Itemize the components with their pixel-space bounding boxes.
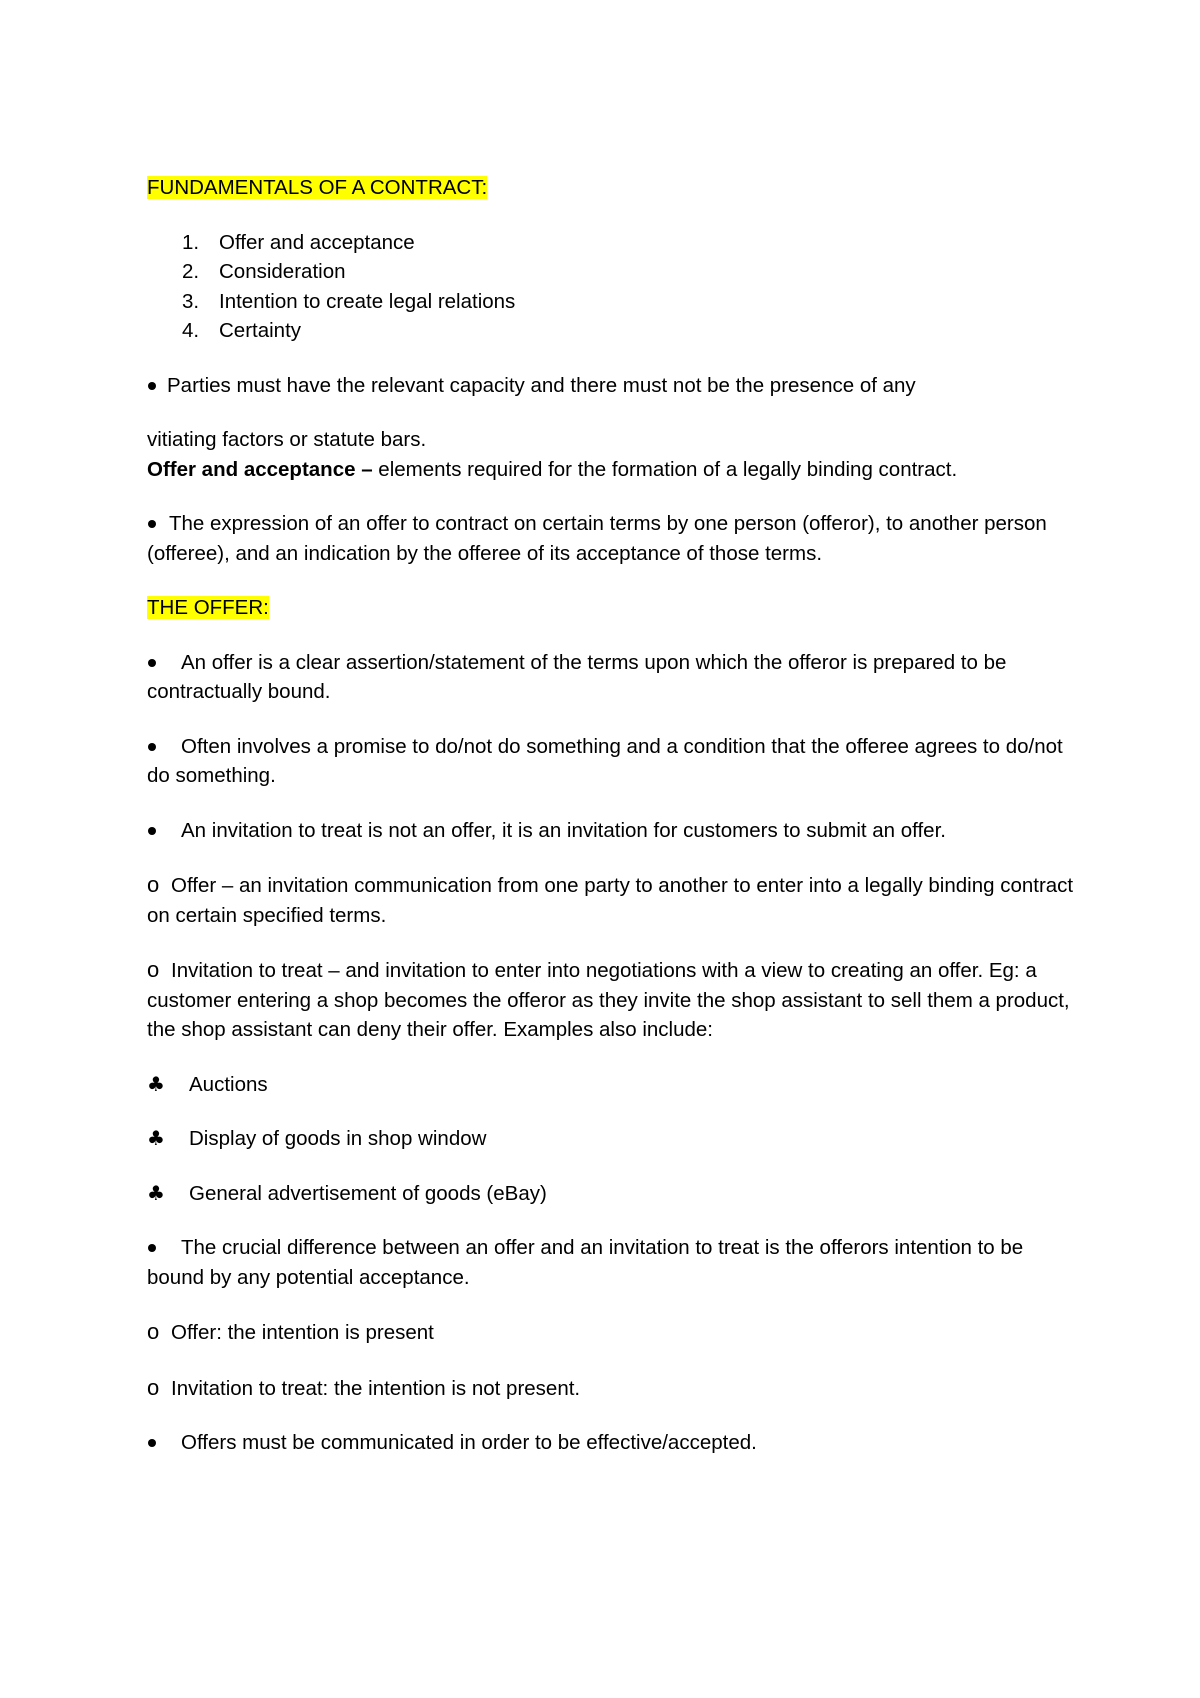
bullet-dot-icon <box>148 827 156 835</box>
bullet-dot-icon <box>148 1244 156 1252</box>
fundamentals-list <box>147 228 1077 346</box>
circle-bullet-icon: o <box>147 957 160 982</box>
list-number: 1. <box>182 230 200 254</box>
list-item <box>147 228 1077 258</box>
heading-offer-text: THE OFFER: <box>147 596 269 619</box>
club-bullet-icon: ♣ <box>147 1071 165 1096</box>
club-bullet-icon: ♣ <box>147 1126 165 1150</box>
circle-bullet-icon: o <box>147 1319 160 1344</box>
itt-intention-text: Invitation to treat: the intention is not present. <box>171 1376 581 1400</box>
capacity-continuation: vitiating factors or statute bars. <box>147 428 427 451</box>
example-item <box>147 1070 1077 1100</box>
heading-fundamentals <box>147 173 1077 203</box>
bullet-dot-icon <box>148 743 156 751</box>
bullet-dot-icon <box>148 520 156 528</box>
offer-acceptance-definition <box>147 455 1077 485</box>
capacity-bullet-text: Parties must have the relevant capacity and there must not be the presence of any <box>167 373 916 397</box>
offer-definition-text: Offer – an invitation communication from one party to another to enter into a legally binding contract on certain specified terms. <box>147 874 1074 927</box>
list-number: 4. <box>182 319 200 342</box>
crucial-bullet <box>147 1233 1077 1292</box>
list-item <box>147 257 1077 287</box>
crucial-bullet-text: The crucial difference between an offer and an invitation to treat is the offerors intention to be bound by any potential acceptance. <box>147 1236 1024 1289</box>
bullet-dot-icon <box>148 659 156 667</box>
offer-acceptance-def-text: elements required for the formation of a legally binding contract. <box>372 457 958 481</box>
bullet-dot-icon <box>148 1439 156 1447</box>
offer-intention <box>147 1317 1077 1348</box>
list-item-text: Consideration <box>219 260 346 283</box>
example-text: Auctions <box>189 1072 268 1096</box>
heading-offer <box>147 593 1077 623</box>
list-item <box>147 316 1077 346</box>
offer-bullet <box>147 648 1077 707</box>
offer-bullet-text: An invitation to treat is not an offer, it is an invitation for customers to submit an offer. <box>181 818 946 842</box>
example-item <box>147 1179 1077 1209</box>
communicated-bullet <box>147 1428 1077 1458</box>
expression-bullet-text: The expression of an offer to contract on certain terms by one person (offeror), to another person (offeree), and an indication by the offeree of its acceptance of those terms. <box>147 512 1047 565</box>
offer-bullet-text: An offer is a clear assertion/statement of the terms upon which the offeror is prepared to be contractually bound. <box>147 650 1007 703</box>
circle-bullet-icon: o <box>147 872 160 897</box>
offer-acceptance-term: Offer and acceptance – <box>147 457 373 481</box>
offer-definition <box>147 870 1077 930</box>
example-text: General advertisement of goods (eBay) <box>189 1181 547 1205</box>
bullet-dot-icon <box>148 382 156 390</box>
club-bullet-icon: ♣ <box>147 1180 165 1205</box>
list-item-text: Intention to create legal relations <box>219 289 516 313</box>
heading-fundamentals-text: FUNDAMENTALS OF A CONTRACT: <box>147 176 488 199</box>
list-number: 2. <box>182 260 200 283</box>
offer-intention-text: Offer: the intention is present <box>171 1321 434 1344</box>
offer-bullet-text: Often involves a promise to do/not do something and a condition that the offeree agrees to do/not do something. <box>147 734 1063 787</box>
document-body <box>147 173 1077 1458</box>
itt-definition <box>147 955 1077 1045</box>
circle-bullet-icon: o <box>147 1374 160 1400</box>
communicated-bullet-text: Offers must be communicated in order to be effective/accepted. <box>181 1431 757 1454</box>
offer-bullet <box>147 732 1077 791</box>
itt-definition-text: Invitation to treat – and invitation to enter into negotiations with a view to creating an offer. Eg: a customer entering a shop becomes the offeror as they invite the shop assistant to sell them a product, the shop assistant can deny their offer. Examples also include: <box>147 959 1070 1041</box>
list-item-text: Certainty <box>219 319 302 342</box>
capacity-bullet <box>147 371 1077 401</box>
list-item <box>147 287 1077 317</box>
itt-intention <box>147 1373 1077 1404</box>
example-text: Display of goods in shop window <box>189 1127 487 1150</box>
list-number: 3. <box>182 289 200 313</box>
example-item <box>147 1124 1077 1154</box>
offer-bullet <box>147 816 1077 846</box>
expression-bullet <box>147 509 1077 568</box>
list-item-text: Offer and acceptance <box>219 230 415 254</box>
